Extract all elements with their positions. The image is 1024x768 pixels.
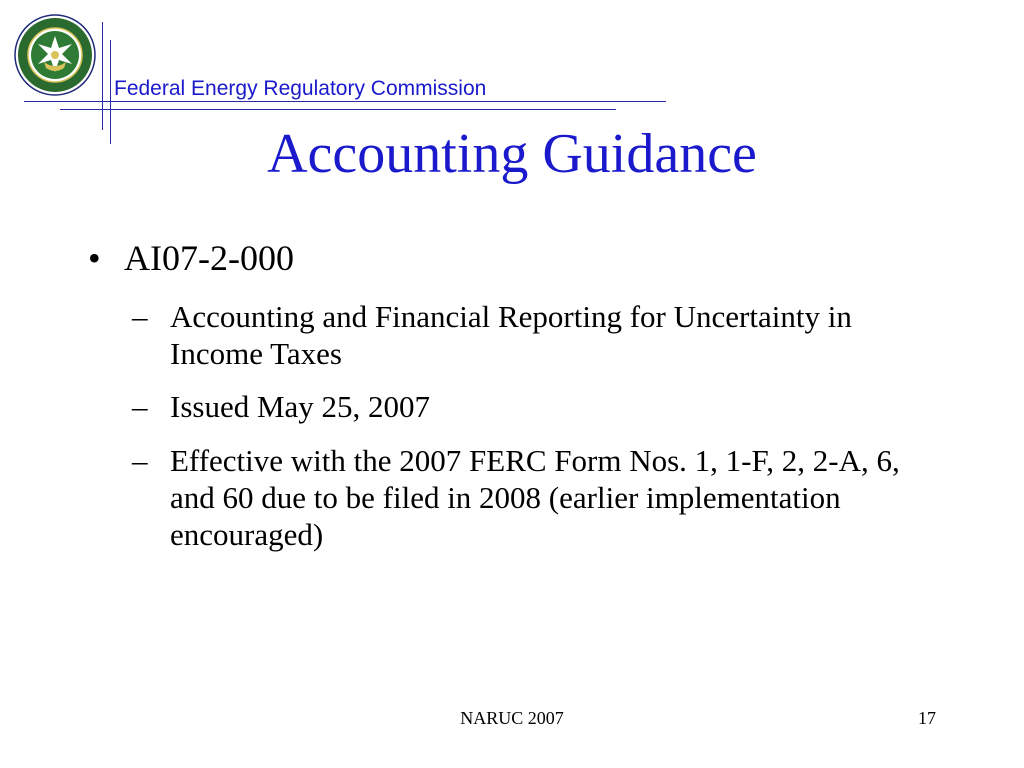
sub-bullet-list [132,298,952,569]
dash-marker: – [132,389,148,425]
ferc-seal-icon [14,14,96,96]
bullet-item [88,237,294,280]
slide-title: Accounting Guidance [267,123,757,185]
sub-bullet-text: Issued May 25, 2007 [170,389,431,425]
sub-bullet-text: Accounting and Financial Reporting for Uncertainty in Income Taxes [170,299,852,372]
dash-marker: – [132,442,148,478]
bullet-marker: • [88,238,101,278]
header-rule-left [102,22,103,130]
page-number: 17 [918,708,936,728]
footer-event: NARUC 2007 [460,708,564,728]
sub-bullet-item [132,442,952,554]
bullet-label: AI07-2-000 [124,238,294,278]
dash-marker: – [132,299,148,334]
organization-name: Federal Energy Regulatory Commission [114,77,487,100]
sub-bullet-text: Effective with the 2007 FERC Form Nos. 1, 1-F, 2, 2-A, 6, and 60 due to be filed in 2008 (earlier implementation encouraged) [170,442,900,552]
sub-bullet-item [132,388,952,425]
header-rule-top [24,101,666,102]
header-rule-bottom [60,109,616,110]
sub-bullet-item [132,298,952,372]
